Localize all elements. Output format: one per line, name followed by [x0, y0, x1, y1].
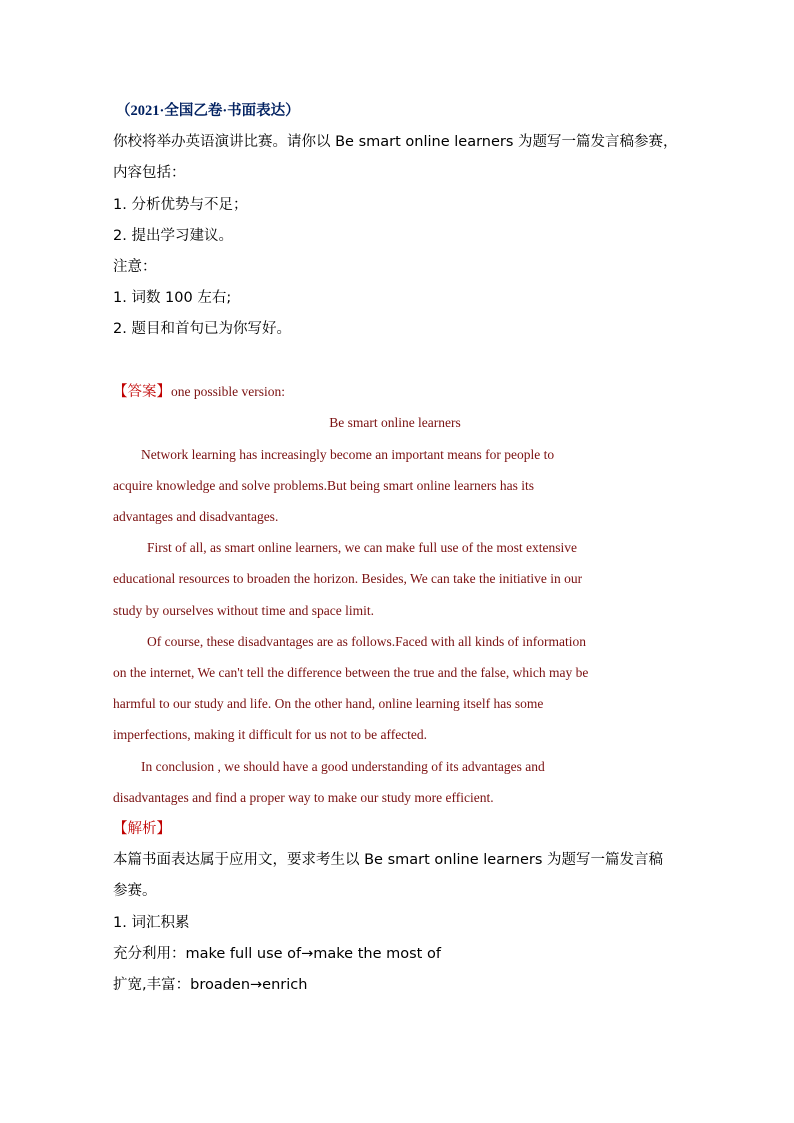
answer-header — [113, 382, 285, 402]
essay-title: Be smart online learners — [329, 415, 461, 430]
prompt-item: 1. 分析优势与不足； — [113, 197, 248, 213]
essay-line: imperfections, making it difficult for us not to be affected. — [113, 727, 428, 742]
prompt-line: 内容包括： — [113, 165, 186, 181]
essay-line: on the internet, We can't tell the difference between the true and the false, which may be — [113, 665, 589, 680]
note-item: 1. 词数 100 左右; — [113, 290, 232, 306]
essay-line: educational resources to broaden the horizon. Besides, We can take the initiative in our — [113, 571, 583, 586]
essay-line: advantages and disadvantages. — [113, 509, 279, 524]
essay-line: Of course, these disadvantages are as follows.Faced with all kinds of information — [147, 634, 587, 649]
essay-line: study by ourselves without time and space limit. — [113, 603, 374, 618]
essay-line: harmful to our study and life. On the other hand, online learning itself has some — [113, 696, 544, 711]
answer-label: 【答案】 — [113, 384, 171, 400]
analysis-line: 参赛。 — [113, 883, 157, 899]
essay-line: Network learning has increasingly become an important means for people to — [141, 447, 555, 462]
essay-line: acquire knowledge and solve problems.But being smart online learners has its — [113, 478, 535, 493]
analysis-section-heading: 1. 词汇积累 — [113, 915, 190, 931]
essay-line: In conclusion , we should have a good understanding of its advantages and — [141, 759, 545, 774]
vocab-item: 扩宽,丰富：broaden→enrich — [113, 977, 308, 993]
vocab-item: 充分利用：make full use of→make the most of — [113, 946, 441, 962]
prompt-item: 2. 提出学习建议。 — [113, 228, 233, 244]
essay-line: First of all, as smart online learners, we can make full use of the most extensive — [147, 540, 578, 555]
note-label: 注意： — [113, 259, 157, 275]
analysis-line: 本篇书面表达属于应用文，要求考生以 Be smart online learners 为题写一篇发言稿 — [113, 852, 664, 868]
essay-line: disadvantages and find a proper way to make our study more efficient. — [113, 790, 494, 805]
question-source-title: （2021·全国乙卷·书面表达） — [116, 103, 300, 119]
note-item: 2. 题目和首句已为你写好。 — [113, 321, 291, 337]
answer-intro: one possible version: — [171, 384, 285, 399]
analysis-label: 【解析】 — [113, 821, 171, 837]
prompt-line: 你校将举办英语演讲比赛。请你以 Be smart online learners 为题写一篇发言稿参赛， — [113, 134, 678, 150]
